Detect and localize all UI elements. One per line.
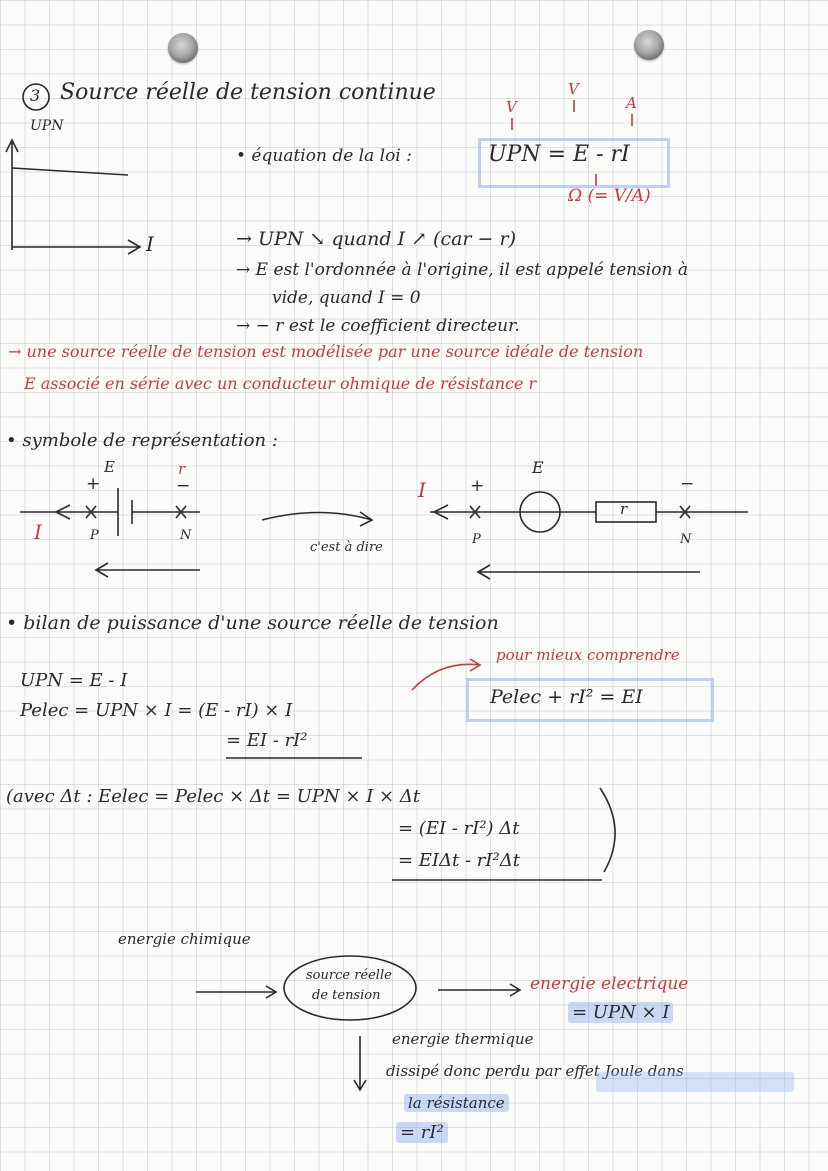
left-plus: + bbox=[86, 474, 101, 494]
thermal-value-text: = rI² bbox=[396, 1122, 448, 1143]
symbols-heading: • symbole de représentation : bbox=[6, 430, 278, 451]
graph-curve bbox=[12, 168, 128, 175]
joule-highlight bbox=[596, 1072, 794, 1092]
graph-x-label: I bbox=[146, 232, 154, 256]
left-voltage-arrow bbox=[96, 563, 200, 577]
equation-prefix: • équation de la loi : bbox=[236, 146, 412, 166]
right-r-label: r bbox=[620, 500, 628, 518]
bilan-heading: • bilan de puissance d'une source réelle de tension bbox=[6, 612, 499, 634]
note-2: → E est l'ordonnée à l'origine, il est appelé tension à bbox=[236, 260, 688, 280]
aside-formula: Pelec + rI² = EI bbox=[490, 686, 643, 708]
right-P-label: P bbox=[472, 532, 481, 547]
model-line-1: → une source réelle de tension est modélisée par une source idéale de tension bbox=[8, 342, 644, 361]
right-plus: + bbox=[470, 476, 485, 496]
aside-label: pour mieux comprendre bbox=[496, 646, 680, 664]
unit-v2: V bbox=[568, 80, 579, 98]
arrow-chemical bbox=[196, 986, 276, 998]
right-current-label: I bbox=[418, 478, 426, 502]
energy-line-1: (avec Δt : Eelec = Pelec × Δt = UPN × I × Δt bbox=[6, 786, 421, 807]
left-current-label: I bbox=[34, 520, 42, 544]
left-N-label: N bbox=[180, 528, 192, 543]
unit-v1: V bbox=[506, 98, 517, 116]
chemical-energy-label: energie chimique bbox=[118, 930, 251, 948]
left-E-label: E bbox=[104, 458, 115, 476]
right-voltage-arrow bbox=[478, 565, 700, 579]
left-r-label: r bbox=[178, 460, 186, 478]
thermal-line-1: energie thermique bbox=[392, 1030, 534, 1048]
source-label-2: de tension bbox=[312, 988, 381, 1003]
electric-energy-value-text: = UPN × I bbox=[568, 1002, 673, 1023]
left-P-label: P bbox=[90, 528, 99, 543]
graph-y-label: UPN bbox=[30, 118, 64, 134]
energy-line-3: = EIΔt - rI²Δt bbox=[398, 850, 520, 871]
unit-a: A bbox=[626, 94, 637, 112]
thermal-value bbox=[396, 1122, 448, 1143]
note-3: vide, quand I = 0 bbox=[272, 288, 421, 308]
thermal-line-3-text: la résistance bbox=[404, 1094, 509, 1112]
bilan-pelec: Pelec = UPN × I = (E - rI) × I bbox=[20, 700, 293, 721]
graph-y-axis bbox=[6, 140, 18, 250]
right-minus: − bbox=[680, 474, 695, 494]
source-label-1: source réelle bbox=[306, 968, 392, 983]
bilan-pelec-2: = EI - rI² bbox=[226, 730, 308, 751]
bilan-upn: UPN = E - I bbox=[20, 670, 128, 691]
right-N-label: N bbox=[680, 532, 692, 547]
equiv-arrow bbox=[262, 512, 372, 526]
right-E-label: E bbox=[532, 458, 544, 477]
energy-line-2: = (EI - rI²) Δt bbox=[398, 818, 520, 839]
arrow-electric bbox=[438, 984, 520, 996]
energy-bracket bbox=[600, 788, 615, 872]
unit-ohm: Ω (= V/A) bbox=[568, 186, 651, 206]
equiv-label: c'est à dire bbox=[310, 540, 383, 555]
page-title: Source réelle de tension continue bbox=[60, 80, 436, 105]
left-minus: − bbox=[176, 476, 191, 496]
thermal-line-3 bbox=[404, 1094, 509, 1112]
equation-formula: UPN = E - rI bbox=[488, 142, 630, 167]
electric-energy-value bbox=[568, 1002, 673, 1023]
note-4: → − r est le coefficient directeur. bbox=[236, 316, 520, 336]
graph-x-axis bbox=[12, 240, 140, 254]
electric-energy-label: energie electrique bbox=[530, 974, 689, 994]
title-number: 3 bbox=[30, 86, 41, 105]
arrow-thermal bbox=[354, 1036, 366, 1090]
note-1: → UPN ↘ quand I ↗ (car − r) bbox=[236, 228, 517, 250]
model-line-2: E associé en série avec un conducteur ohmique de résistance r bbox=[24, 374, 537, 393]
thermal-line-2-text: dissipé donc perdu par effet Joule dans bbox=[386, 1062, 684, 1080]
